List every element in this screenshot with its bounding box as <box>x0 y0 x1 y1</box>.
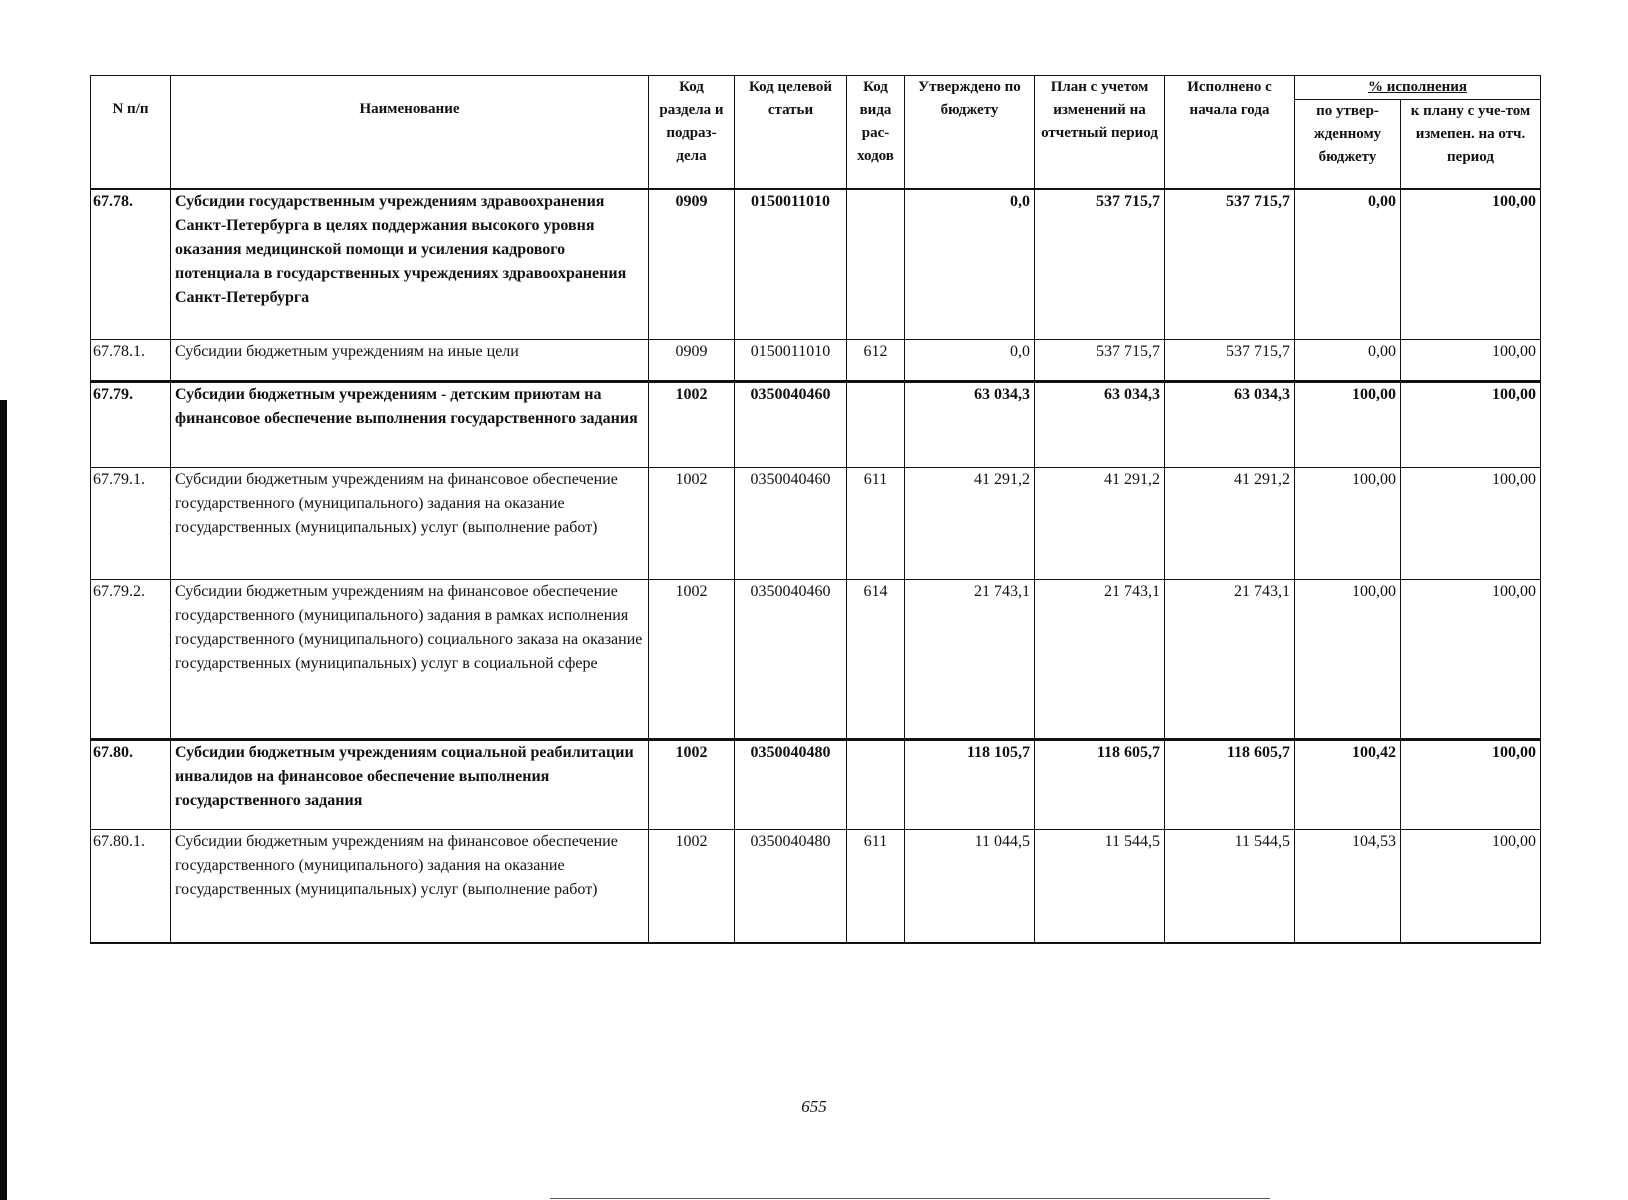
row-expense-code <box>847 189 905 339</box>
table-row <box>91 189 1541 339</box>
table-row <box>91 339 1541 381</box>
row-pct-plan: 100,00 <box>1401 467 1541 579</box>
row-section-code: 1002 <box>649 579 735 739</box>
header-executed: Исполнено с начала года <box>1165 76 1295 190</box>
row-number: 67.80. <box>91 739 171 829</box>
row-pct-budget: 100,42 <box>1295 739 1401 829</box>
table-body <box>91 189 1541 943</box>
row-approved: 21 743,1 <box>905 579 1035 739</box>
row-pct-budget: 100,00 <box>1295 381 1401 467</box>
bottom-rule <box>550 1198 1270 1199</box>
row-pct-plan: 100,00 <box>1401 381 1541 467</box>
row-section-code: 0909 <box>649 339 735 381</box>
row-number: 67.79.2. <box>91 579 171 739</box>
row-name: Субсидии бюджетным учреждениям на финансовое обеспечение государственного (муниципального) задания на оказание государственных (муниципальных) услуг (выполнение работ) <box>171 829 649 943</box>
row-pct-plan: 100,00 <box>1401 339 1541 381</box>
row-executed: 537 715,7 <box>1165 189 1295 339</box>
row-section-code: 1002 <box>649 739 735 829</box>
row-name: Субсидии бюджетным учреждениям на финансовое обеспечение государственного (муниципального) задания на оказание государственных (муниципальных) услуг (выполнение работ) <box>171 467 649 579</box>
row-expense-code: 614 <box>847 579 905 739</box>
row-name: Субсидии бюджетным учреждениям социальной реабилитации инвалидов на финансовое обеспечение выполнения государственного задания <box>171 739 649 829</box>
row-executed: 11 544,5 <box>1165 829 1295 943</box>
row-pct-budget: 0,00 <box>1295 339 1401 381</box>
header-section-code: Код раздела и подраз-дела <box>649 76 735 190</box>
table-row <box>91 829 1541 943</box>
header-pct-budget: по утвер-жденному бюджету <box>1295 100 1401 190</box>
row-executed: 537 715,7 <box>1165 339 1295 381</box>
table-row <box>91 579 1541 739</box>
row-plan: 11 544,5 <box>1035 829 1165 943</box>
row-name: Субсидии бюджетным учреждениям - детским приютам на финансовое обеспечение выполнения государственного задания <box>171 381 649 467</box>
row-target-code: 0350040480 <box>735 829 847 943</box>
row-name: Субсидии государственным учреждениям здравоохранения Санкт-Петербурга в целях поддержания высокого уровня оказания медицинской помощи и усиления кадрового потенциала в государственных учреждениях здравоохранения Санкт-Петербурга <box>171 189 649 339</box>
row-number: 67.79. <box>91 381 171 467</box>
header-expense-code: Код вида рас-ходов <box>847 76 905 190</box>
row-target-code: 0350040460 <box>735 381 847 467</box>
row-number: 67.78.1. <box>91 339 171 381</box>
table-row <box>91 381 1541 467</box>
row-approved: 0,0 <box>905 339 1035 381</box>
row-pct-plan: 100,00 <box>1401 739 1541 829</box>
row-target-code: 0350040480 <box>735 739 847 829</box>
row-expense-code <box>847 739 905 829</box>
row-plan: 41 291,2 <box>1035 467 1165 579</box>
row-executed: 63 034,3 <box>1165 381 1295 467</box>
row-executed: 41 291,2 <box>1165 467 1295 579</box>
row-section-code: 1002 <box>649 829 735 943</box>
table-header <box>91 76 1541 190</box>
row-approved: 11 044,5 <box>905 829 1035 943</box>
header-n: N п/п <box>91 76 171 190</box>
row-section-code: 0909 <box>649 189 735 339</box>
page-number: 655 <box>801 1097 827 1116</box>
row-expense-code: 611 <box>847 829 905 943</box>
row-target-code: 0350040460 <box>735 467 847 579</box>
row-pct-plan: 100,00 <box>1401 829 1541 943</box>
table-row <box>91 739 1541 829</box>
row-section-code: 1002 <box>649 381 735 467</box>
row-plan: 63 034,3 <box>1035 381 1165 467</box>
row-plan: 118 605,7 <box>1035 739 1165 829</box>
header-approved: Утверждено по бюджету <box>905 76 1035 190</box>
row-expense-code <box>847 381 905 467</box>
row-number: 67.78. <box>91 189 171 339</box>
row-expense-code: 612 <box>847 339 905 381</box>
header-name: Наименование <box>171 76 649 190</box>
row-approved: 118 105,7 <box>905 739 1035 829</box>
row-target-code: 0150011010 <box>735 339 847 381</box>
budget-execution-table <box>90 75 1541 944</box>
row-pct-plan: 100,00 <box>1401 579 1541 739</box>
row-expense-code: 611 <box>847 467 905 579</box>
row-number: 67.79.1. <box>91 467 171 579</box>
table-row <box>91 467 1541 579</box>
row-target-code: 0350040460 <box>735 579 847 739</box>
row-approved: 63 034,3 <box>905 381 1035 467</box>
row-executed: 21 743,1 <box>1165 579 1295 739</box>
scan-edge-mark <box>0 400 7 1200</box>
row-name: Субсидии бюджетным учреждениям на финансовое обеспечение государственного (муниципального) задания в рамках исполнения государственного (муниципального) социального заказа на оказание государственных (муниципальных) услуг в социальной сфере <box>171 579 649 739</box>
row-number: 67.80.1. <box>91 829 171 943</box>
row-target-code: 0150011010 <box>735 189 847 339</box>
row-pct-budget: 100,00 <box>1295 467 1401 579</box>
header-target-code: Код целевой статьи <box>735 76 847 190</box>
row-name: Субсидии бюджетным учреждениям на иные цели <box>171 339 649 381</box>
row-pct-plan: 100,00 <box>1401 189 1541 339</box>
row-plan: 537 715,7 <box>1035 189 1165 339</box>
row-section-code: 1002 <box>649 467 735 579</box>
header-pct-plan: к плану с уче-том измепен. на отч. период <box>1401 100 1541 190</box>
header-plan: План с учетом изменений на отчетный период <box>1035 76 1165 190</box>
row-pct-budget: 0,00 <box>1295 189 1401 339</box>
header-pct-group-label: % исполнения <box>1367 79 1468 95</box>
row-plan: 21 743,1 <box>1035 579 1165 739</box>
row-pct-budget: 104,53 <box>1295 829 1401 943</box>
row-approved: 0,0 <box>905 189 1035 339</box>
row-pct-budget: 100,00 <box>1295 579 1401 739</box>
row-plan: 537 715,7 <box>1035 339 1165 381</box>
header-pct-group <box>1295 76 1541 100</box>
row-executed: 118 605,7 <box>1165 739 1295 829</box>
row-approved: 41 291,2 <box>905 467 1035 579</box>
